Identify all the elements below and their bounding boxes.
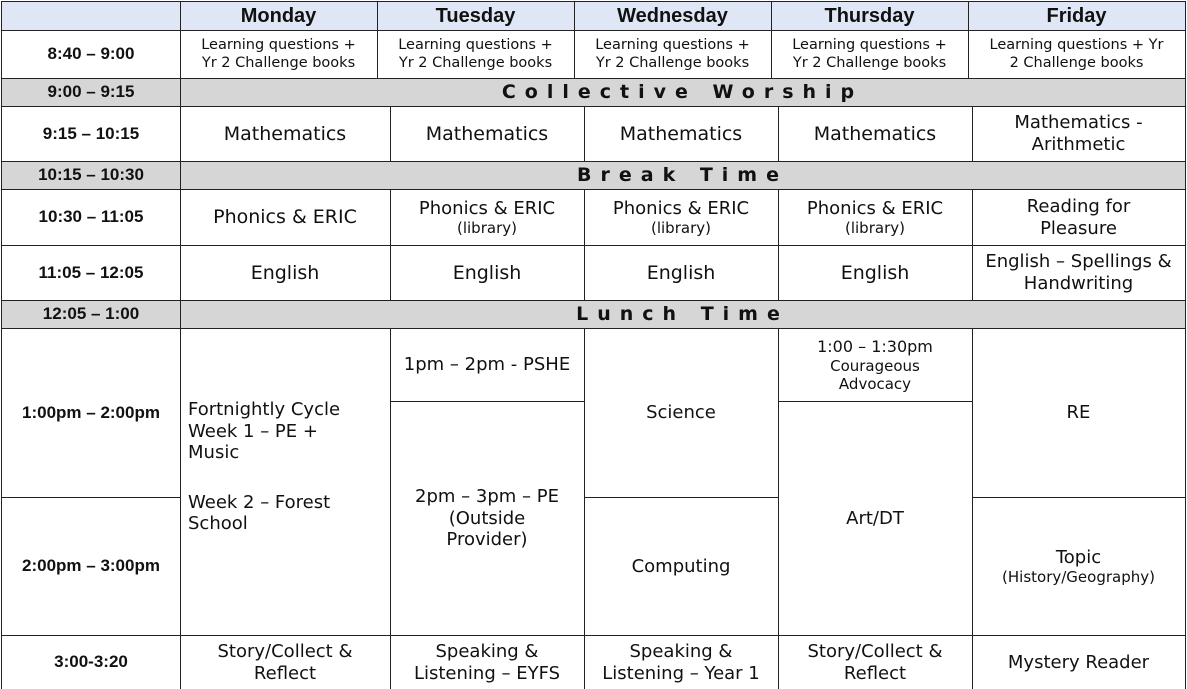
- cell-wed-0915: Mathematics: [619, 122, 743, 145]
- cell-thu-advocacy: 1:00 – 1:30pm Courageous Advocacy: [817, 337, 933, 393]
- cell-wed-computing: Computing: [631, 555, 731, 577]
- grid-line: [1185, 1, 1186, 689]
- grid-line: [574, 1, 575, 79]
- grid-line: [1, 189, 1186, 190]
- time-slot: 8:40 – 9:00: [47, 44, 135, 64]
- header-friday: [968, 2, 1185, 30]
- grid-line: [377, 1, 378, 79]
- grid-line: [972, 189, 973, 301]
- header-monday: [180, 2, 377, 30]
- grid-line: [390, 189, 391, 301]
- grid-line: [1, 635, 1186, 636]
- grid-line: [972, 497, 1186, 498]
- header-thursday: [771, 2, 968, 30]
- cell-fri-0840: Learning questions + Yr 2 Challenge books: [989, 37, 1164, 71]
- time-slot: 2:00pm – 3:00pm: [22, 555, 160, 575]
- cell-thu-artdt: Art/DT: [846, 507, 904, 529]
- grid-line: [180, 1, 181, 689]
- cell-wed-1105: English: [646, 261, 716, 284]
- cell-mon-afternoon: Fortnightly Cycle Week 1 – PE + Music Week 2 – Forest School: [188, 399, 341, 535]
- grid-line: [584, 189, 585, 301]
- cell-wed-science: Science: [646, 402, 716, 424]
- cell-fri-0915: Mathematics - Arithmetic: [1014, 112, 1143, 155]
- day-label: Wednesday: [617, 5, 728, 27]
- day-label: Friday: [1046, 5, 1107, 27]
- grid-line: [1, 1, 2, 689]
- grid-line: [1, 1, 1186, 2]
- time-slot: 3:00-3:20: [54, 652, 128, 672]
- grid-line: [972, 106, 973, 162]
- time-slot: 12:05 – 1:00: [2, 301, 180, 328]
- day-label: Thursday: [824, 5, 915, 27]
- grid-line: [778, 328, 779, 689]
- cell-wed-0840: Learning questions + Yr 2 Challenge books: [595, 37, 750, 71]
- grid-line: [771, 1, 772, 79]
- grid-line: [972, 328, 973, 689]
- grid-line: [968, 1, 969, 79]
- grid-line: [390, 328, 391, 689]
- grid-line: [1, 161, 1186, 162]
- grid-line: [1, 497, 180, 498]
- grid-line: [778, 189, 779, 301]
- cell-tue-1030: Phonics & ERIC (library): [418, 197, 556, 238]
- cell-mon-0840: Learning questions + Yr 2 Challenge books: [201, 37, 356, 71]
- cell-thu-1500: Story/Collect & Reflect: [807, 640, 943, 684]
- grid-line: [1, 300, 1186, 301]
- lunch-time-banner: Lunch Time: [180, 301, 1185, 328]
- cell-wed-1030: Phonics & ERIC (library): [612, 197, 750, 238]
- time-slot: 9:00 – 9:15: [2, 79, 180, 106]
- grid-line: [1, 106, 1186, 107]
- grid-line: [1, 328, 1186, 329]
- grid-line: [584, 497, 778, 498]
- cell-thu-1030: Phonics & ERIC (library): [806, 197, 944, 238]
- time-slot: 1:00pm – 2:00pm: [22, 402, 160, 422]
- cell-thu-1105: English: [840, 261, 910, 284]
- cell-mon-1500: Story/Collect & Reflect: [217, 640, 353, 684]
- grid-line: [584, 106, 585, 162]
- cell-mon-0915: Mathematics: [223, 122, 347, 145]
- cell-thu-0840: Learning questions + Yr 2 Challenge books: [792, 37, 947, 71]
- cell-fri-topic: Topic (History/Geography): [1002, 546, 1155, 587]
- grid-line: [778, 106, 779, 162]
- header-tuesday: [377, 2, 574, 30]
- time-slot: 10:15 – 10:30: [2, 162, 180, 189]
- grid-line: [584, 328, 585, 689]
- cell-fri-1500: Mystery Reader: [1007, 651, 1150, 673]
- cell-tue-0840: Learning questions + Yr 2 Challenge books: [398, 37, 553, 71]
- collective-worship-banner: Collective Worship: [180, 79, 1185, 106]
- grid-line: [390, 401, 584, 402]
- grid-line: [778, 401, 972, 402]
- grid-line: [1, 78, 1186, 79]
- time-slot: 10:30 – 11:05: [38, 207, 144, 227]
- grid-line: [1, 30, 1186, 31]
- cell-fri-re: RE: [1066, 402, 1091, 424]
- day-label: Tuesday: [435, 5, 516, 27]
- cell-tue-0915: Mathematics: [425, 122, 549, 145]
- cell-tue-pshe: 1pm – 2pm - PSHE: [403, 354, 571, 376]
- grid-line: [1, 245, 1186, 246]
- cell-tue-1500: Speaking & Listening – EYFS: [413, 640, 561, 684]
- cell-thu-0915: Mathematics: [813, 122, 937, 145]
- cell-fri-1105: English – Spellings & Handwriting: [985, 251, 1172, 294]
- cell-tue-1105: English: [452, 261, 522, 284]
- time-slot: 11:05 – 12:05: [38, 262, 144, 282]
- day-label: Monday: [240, 5, 317, 27]
- cell-wed-1500: Speaking & Listening – Year 1: [602, 640, 760, 684]
- cell-mon-1105: English: [250, 261, 320, 284]
- header-wednesday: [574, 2, 771, 30]
- time-slot: 9:15 – 10:15: [42, 123, 140, 143]
- header-corner: [2, 2, 180, 30]
- break-time-banner: Break Time: [180, 162, 1185, 189]
- cell-tue-pe: 2pm – 3pm – PE (Outside Provider): [415, 486, 559, 551]
- cell-mon-1030: Phonics & ERIC: [213, 206, 357, 229]
- grid-line: [390, 106, 391, 162]
- cell-fri-1030: Reading for Pleasure: [1026, 195, 1131, 239]
